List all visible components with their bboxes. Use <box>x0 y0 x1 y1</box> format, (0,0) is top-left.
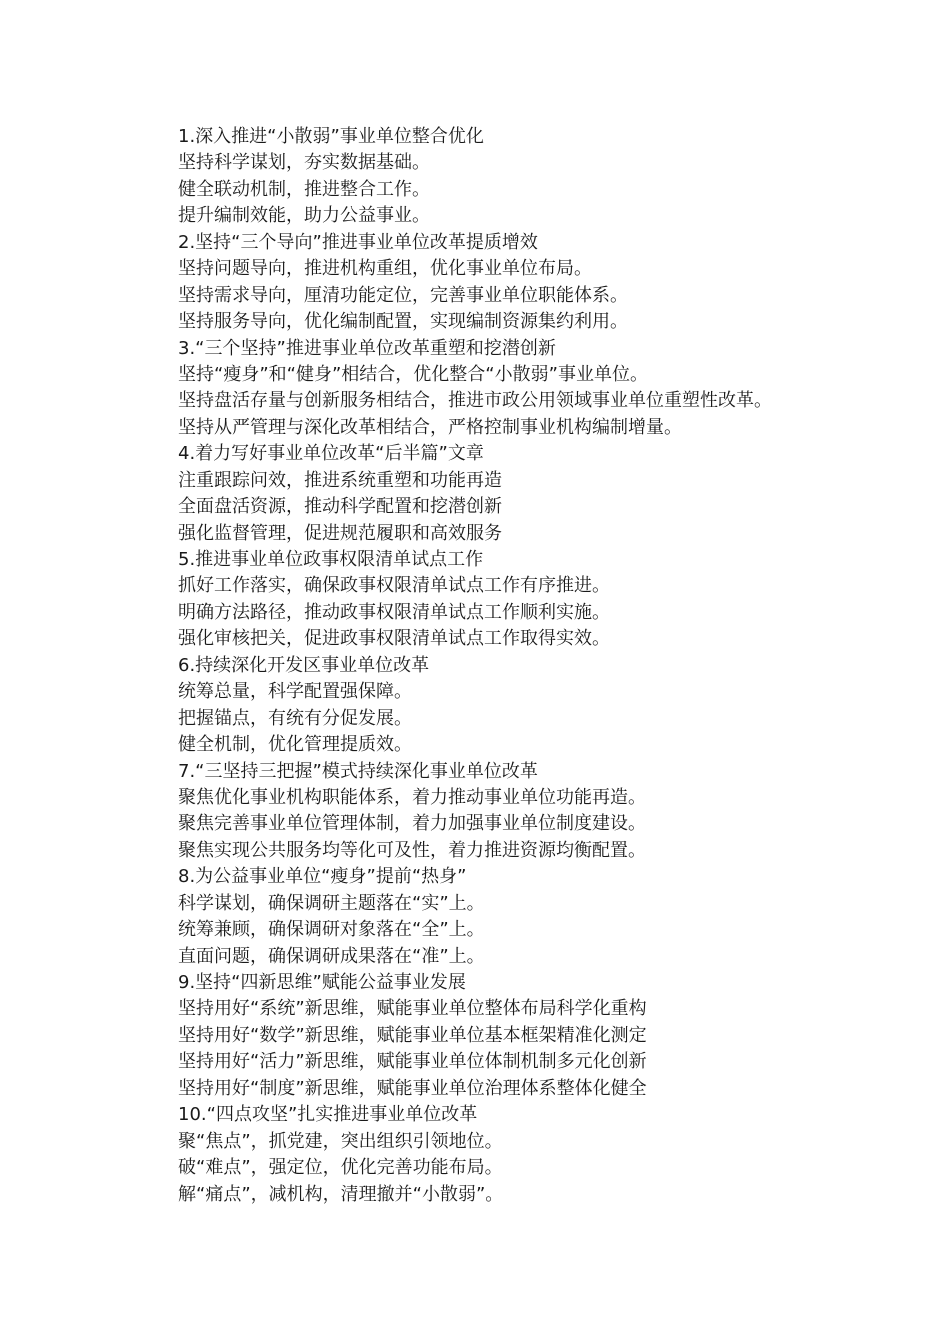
section-item: 坚持用好“制度”新思维，赋能事业单位治理体系整体化健全 <box>178 1077 647 1099</box>
section-heading: 1.深入推进“小散弱”事业单位整合优化 <box>178 126 484 147</box>
section-item: 全面盘活资源，推动科学配置和挖潜创新 <box>178 496 502 518</box>
section-item: 科学谋划，确保调研主题落在“实”上。 <box>178 892 485 914</box>
section-heading: 8.为公益事业单位“瘦身”提前“热身” <box>178 866 467 888</box>
section-item: 坚持“瘦身”和“健身”相结合，优化整合“小散弱”事业单位。 <box>178 363 648 385</box>
section-item: 注重跟踪问效，推进系统重塑和功能再造 <box>178 469 502 491</box>
section-heading: 7.“三坚持三把握”模式持续深化事业单位改革 <box>178 760 538 782</box>
section-heading: 5.推进事业单位政事权限清单试点工作 <box>178 549 484 570</box>
section-heading: 9.坚持“四新思维”赋能公益事业发展 <box>178 972 466 993</box>
section-item: 坚持需求导向，厘清功能定位，完善事业单位职能体系。 <box>178 284 628 306</box>
section-item: 统筹总量，科学配置强保障。 <box>178 681 412 703</box>
section-item: 坚持问题导向，推进机构重组，优化事业单位布局。 <box>178 258 592 280</box>
section-heading: 6.持续深化开发区事业单位改革 <box>178 654 430 676</box>
section-item: 强化审核把关，促进政事权限清单试点工作取得实效。 <box>178 628 610 650</box>
section-item: 解“痛点”，减机构，清理撤并“小散弱”。 <box>178 1183 504 1205</box>
section-item: 健全机制，优化管理提质效。 <box>178 734 412 756</box>
section-item: 统筹兼顾，确保调研对象落在“全”上。 <box>178 919 485 941</box>
section-item: 坚持用好“系统”新思维，赋能事业单位整体布局科学化重构 <box>178 998 647 1020</box>
section-item: 聚焦优化事业机构职能体系，着力推动事业单位功能再造。 <box>178 786 646 808</box>
section-item: 坚持用好“数学”新思维，赋能事业单位基本框架精准化测定 <box>178 1024 647 1046</box>
section-item: 直面问题，确保调研成果落在“准”上。 <box>178 945 485 967</box>
section-heading: 4.着力写好事业单位改革“后半篇”文章 <box>178 443 484 465</box>
section-heading: 3.“三个坚持”推进事业单位改革重塑和挖潜创新 <box>178 337 556 359</box>
section-item: 抓好工作落实，确保政事权限清单试点工作有序推进。 <box>178 575 610 597</box>
section-item: 坚持科学谋划，夯实数据基础。 <box>178 152 430 174</box>
document-body <box>178 124 918 1208</box>
section-item: 提升编制效能，助力公益事业。 <box>178 205 430 227</box>
section-heading: 2.坚持“三个导向”推进事业单位改革提质增效 <box>178 231 538 253</box>
section-item: 坚持盘活存量与创新服务相结合，推进市政公用领域事业单位重塑性改革。 <box>178 390 772 412</box>
section-item: 聚焦完善事业单位管理体制，着力加强事业单位制度建设。 <box>178 813 646 835</box>
section-item: 破“难点”，强定位，优化完善功能布局。 <box>178 1157 503 1179</box>
section-item: 健全联动机制，推进整合工作。 <box>178 178 430 200</box>
section-item: 聚焦实现公共服务均等化可及性，着力推进资源均衡配置。 <box>178 839 646 861</box>
section-item: 把握锚点，有统有分促发展。 <box>178 707 412 729</box>
section-item: 坚持服务导向，优化编制配置，实现编制资源集约利用。 <box>178 311 628 333</box>
section-item: 坚持从严管理与深化改革相结合，严格控制事业机构编制增量。 <box>178 416 682 438</box>
section-item: 强化监督管理，促进规范履职和高效服务 <box>178 522 502 544</box>
section-heading: 10.“四点攻坚”扎实推进事业单位改革 <box>178 1104 478 1126</box>
section-item: 明确方法路径，推动政事权限清单试点工作顺利实施。 <box>178 601 610 623</box>
section-item: 坚持用好“活力”新思维，赋能事业单位体制机制多元化创新 <box>178 1051 647 1073</box>
section-item: 聚“焦点”，抓党建，突出组织引领地位。 <box>178 1130 503 1152</box>
